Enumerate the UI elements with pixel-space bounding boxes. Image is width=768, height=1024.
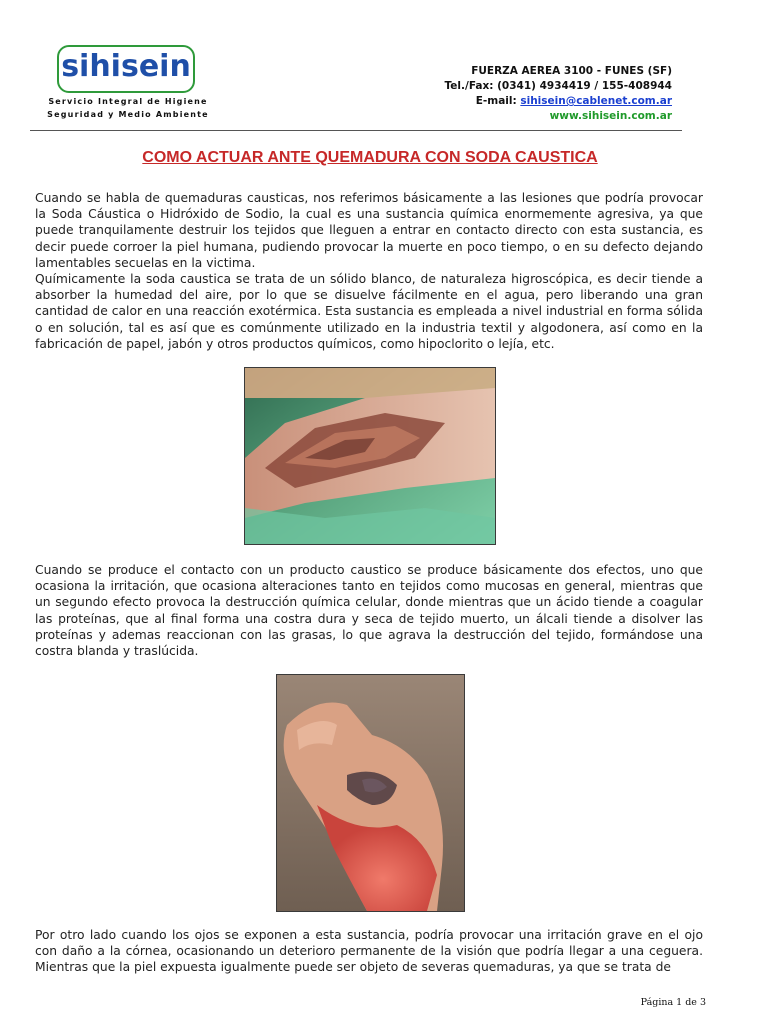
page-number: Página 1 de 3: [640, 997, 706, 1008]
logo-text: sihisein: [61, 49, 191, 84]
address: FUERZA AEREA 3100 - FUNES (SF): [471, 65, 672, 77]
email-line: [445, 94, 672, 109]
contact-block: [445, 64, 672, 124]
phone: Tel./Fax: (0341) 4934419 / 155-408944: [444, 80, 672, 92]
paragraph-2: Cuando se produce el contacto con un producto caustico se produce básicamente dos efectos, uno que ocasiona la irritación, que ocasiona alteraciones tanto en tejidos como mucosas en general, mientras que un segundo efecto provoca la destrucción química celular, donde mientras que un ácido tiende a coagular las proteínas, que al final forma una costra dura y seca de tejido muerto, un álcali tiende a disolver las proteínas y ademas reaccionan con las grasas, lo que agrava la destrucción del tejido, formándose una costra blanda y traslúcida.: [35, 563, 703, 659]
logo-tagline-line2: Seguridad y Medio Ambiente: [47, 110, 209, 119]
email-link[interactable]: sihisein@cablenet.com.ar: [520, 95, 672, 107]
burned-leg-photo: [244, 367, 496, 545]
eyes-paragraph: [35, 927, 703, 976]
document-title: COMO ACTUAR ANTE QUEMADURA CON SODA CAUSTICA: [142, 149, 598, 166]
email-label: E-mail:: [475, 95, 517, 107]
paragraph-1a: Cuando se habla de quemaduras causticas, nos referimos básicamente a las lesiones que podría provocar la Soda Cáustica o Hidróxido de Sodio, la cual es una sustancia química enormemente agresiva, ya que puede tranquilamente destruir los tejidos que lleguen a entrar en contacto directo con esta sustancia, es decir puede corroer la piel humana, pudiendo provocar la muerte en poco tiempo, o en su defecto dejando lamentables secuelas en la victima.: [35, 191, 703, 270]
logo-tagline-line1: Servicio Integral de Higiene: [48, 97, 208, 106]
paragraph-1b: Químicamente la soda caustica se trata de un sólido blanco, de naturaleza higroscópica, es decir tiende a absorber la humedad del aire, por lo que se disuelve fácilmente en el agua, pero liberando una gran cantidad de calor en una reacción exotérmica. Esta sustancia es empleada a nivel industrial en forma sólida o en solución, tal es así que es comúnmente utilizado en la industria textil y algodonera, así como en la fabricación de papel, jabón y otros productos químicos, como hipoclorito o lejía, etc.: [35, 272, 703, 351]
website-link[interactable]: www.sihisein.com.ar: [549, 110, 672, 122]
intro-paragraphs: [35, 190, 703, 352]
effects-paragraph: [35, 562, 703, 659]
paragraph-3: Por otro lado cuando los ojos se exponen a esta sustancia, podría provocar una irritación grave en el ojo con daño a la córnea, ocasionando un deterioro permanente de la visión que podría llegar a una ceguera. Mientras que la piel expuesta igualmente puede ser objeto de severas quemaduras, ya que se trata de: [35, 928, 703, 975]
burned-hand-photo: [276, 674, 465, 912]
header-divider: [30, 130, 682, 131]
company-logo: [57, 45, 195, 93]
